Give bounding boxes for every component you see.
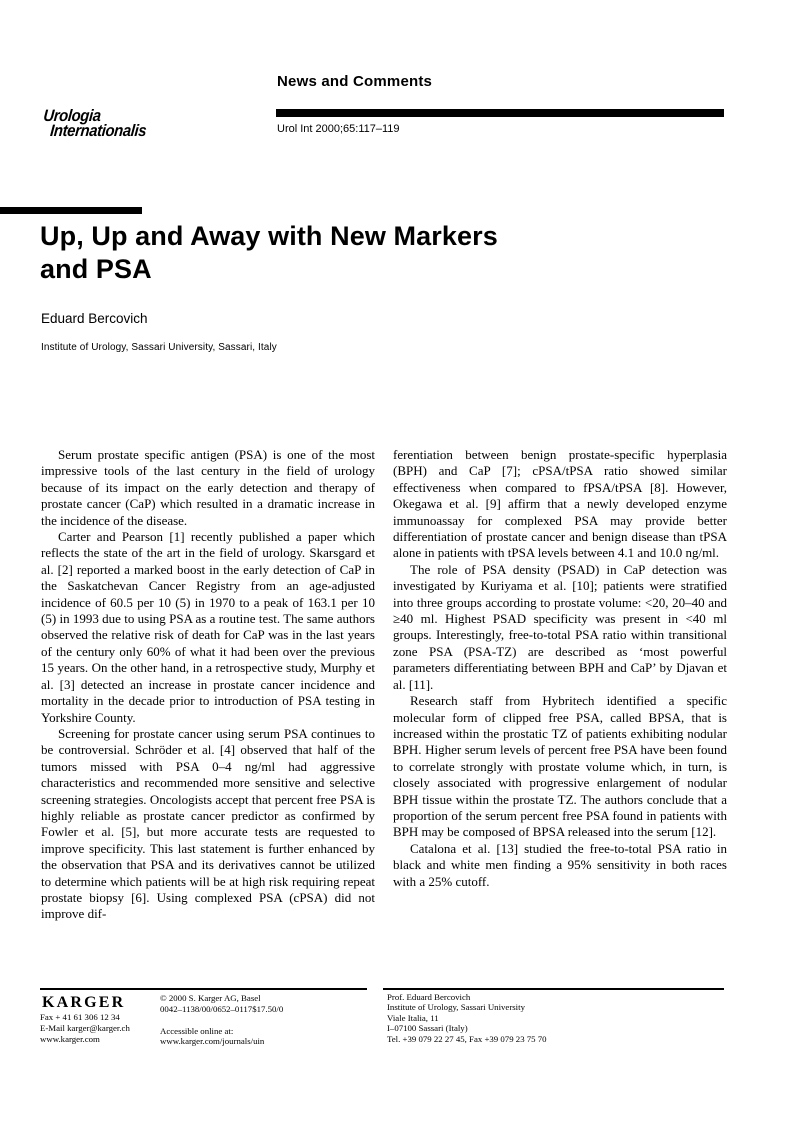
article-body [41,447,727,923]
footer-rule-left [40,988,367,990]
article-title-line1: Up, Up and Away with New Markers [40,221,498,251]
footer-rule-right [383,988,724,990]
copyright-line: © 2000 S. Karger AG, Basel [160,993,261,1003]
author-name: Eduard Bercovich [41,311,148,326]
paragraph: Catalona et al. [13] studied the free-to-total PSA ratio in black and white men finding a 95% sensitivity in both races with a 25% cutoff. [393,840,727,889]
correspondence-city: I–07100 Sassari (Italy) [387,1023,468,1034]
correspondence-block [387,992,547,1044]
paragraph: The role of PSA density (PSAD) in CaP detection was investigated by Kuriyama et al. [10]; patients were stratified into three groups according to prostate volume: <20, 20–40 and ≥40 ml. Highest PSAD specificity was present in <40 ml groups. Interestingly, free-to-total PSA ratio within transitional zone PSA (PSA-TZ) are described as ‘most powerful parameters differentiating between BPH and CaP’ by Djavan et al. [11]. [393,561,727,692]
article-title [40,220,498,286]
journal-logo [41,109,148,138]
correspondence-institute: Institute of Urology, Sassari University [387,1002,525,1013]
publisher-logo: KARGER [42,994,126,1011]
paragraph: Screening for prostate cancer using serum PSA continues to be controversial. Schröder et al. [4] observed that half of the tumors missed with PSA 0–4 ng/ml had aggressive characteristics and recommended more sensitive and selective screening strategies. Oncologists accept that percent free PSA is highly reliable as prostate cancer predictor as confirmed by Fowler et al. [5], but more accurate tests are requested to improve specificity. This last statement is further enhanced by the observation that PSA and its derivatives cannot be utilized to determine which patients will be at high risk requiring repeat prostate biopsy [6]. Using complexed PSA (cPSA) did not improve dif- [41,725,375,922]
issn-code-line: 0042–1138/00/0652–0117$17.50/0 [160,1003,284,1014]
journal-citation: Urol Int 2000;65:117–119 [277,123,400,135]
correspondence-name: Prof. Eduard Bercovich [387,992,471,1002]
online-access-url: www.karger.com/journals/uin [160,1036,265,1047]
body-column-left [41,447,375,923]
paragraph: Research staff from Hybritech identified a specific molecular form of clipped free PSA, called BPSA, that is increased within the prostatic TZ of patients exhibiting nodular BPH. Higher serum levels of percent free PSA have been found to correlate strongly with prostate volume which, in turn, is closely associated with progressive enlargement of nodular BPH tissue within the prostate TZ. The authors conclude that a proportion of the serum percent free PSA found in patients with BPH may be composed of BPSA released into the serum [12]. [393,693,727,840]
publisher-fax: Fax + 41 61 306 12 34 [40,1012,120,1022]
publisher-email: E-Mail karger@karger.ch [40,1022,130,1033]
imprint-block [160,993,283,1047]
journal-logo-line2: Internationalis [49,121,148,140]
paragraph: ferentiation between benign prostate-specific hyperplasia (BPH) and CaP [7]; cPSA/tPSA ratio showed similar effectiveness when compared to fPSA/tPSA [8]. However, Okegawa et al. [9] affirm that a newly developed enzyme immunoassay for complexed PSA may provide better differentiation of prostate cancer and benign disease than tPSA alone in patients with tPSA levels between 4.1 and 10.0 ng/ml. [393,447,727,561]
left-margin-bar [0,207,142,214]
correspondence-street: Viale Italia, 11 [387,1012,439,1023]
paragraph: Carter and Pearson [1] recently published a paper which reflects the state of the art in the field of urology. Skarsgard et al. [2] reported a marked boost in the early detection of CaP in the Saskatchevan Cancer Registry from an age-adjusted incidence of 60.5 per 10 (5) in 1970 to a peak of 163.1 per 10 (5) in 1993 due to using PSA as a routine test. The same authors observed the relative risk of death for CaP was in the last years of the century only 60% of what it had been over the previous 15 years. On the other hand, in a retrospective study, Murphy et al. [3] detected an increase in prostate cancer incidence and mortality in the decade prior to introduction of PSA testing in Yorkshire County. [41,529,375,725]
body-column-right [393,447,727,923]
section-title: News and Comments [277,73,433,90]
author-affiliation: Institute of Urology, Sassari University, Sassari, Italy [41,342,277,353]
paragraph: Serum prostate specific antigen (PSA) is one of the most impressive tools of the last century in the field of urology because of its impact on the early detection and therapy of prostate cancer (CaP) which resulted in a dramatic increase in the incidence of the disease. [41,447,375,528]
article-title-line2: and PSA [40,254,152,284]
publisher-website: www.karger.com [40,1033,100,1044]
online-access-label: Accessible online at: [160,1025,234,1036]
imprint-spacer [160,1015,283,1026]
header-rule-bar [276,109,724,117]
correspondence-phone: Tel. +39 079 22 27 45, Fax +39 079 23 75 70 [387,1033,547,1044]
journal-logo-line1: Urologia [42,107,102,125]
publisher-contact [40,1012,130,1044]
